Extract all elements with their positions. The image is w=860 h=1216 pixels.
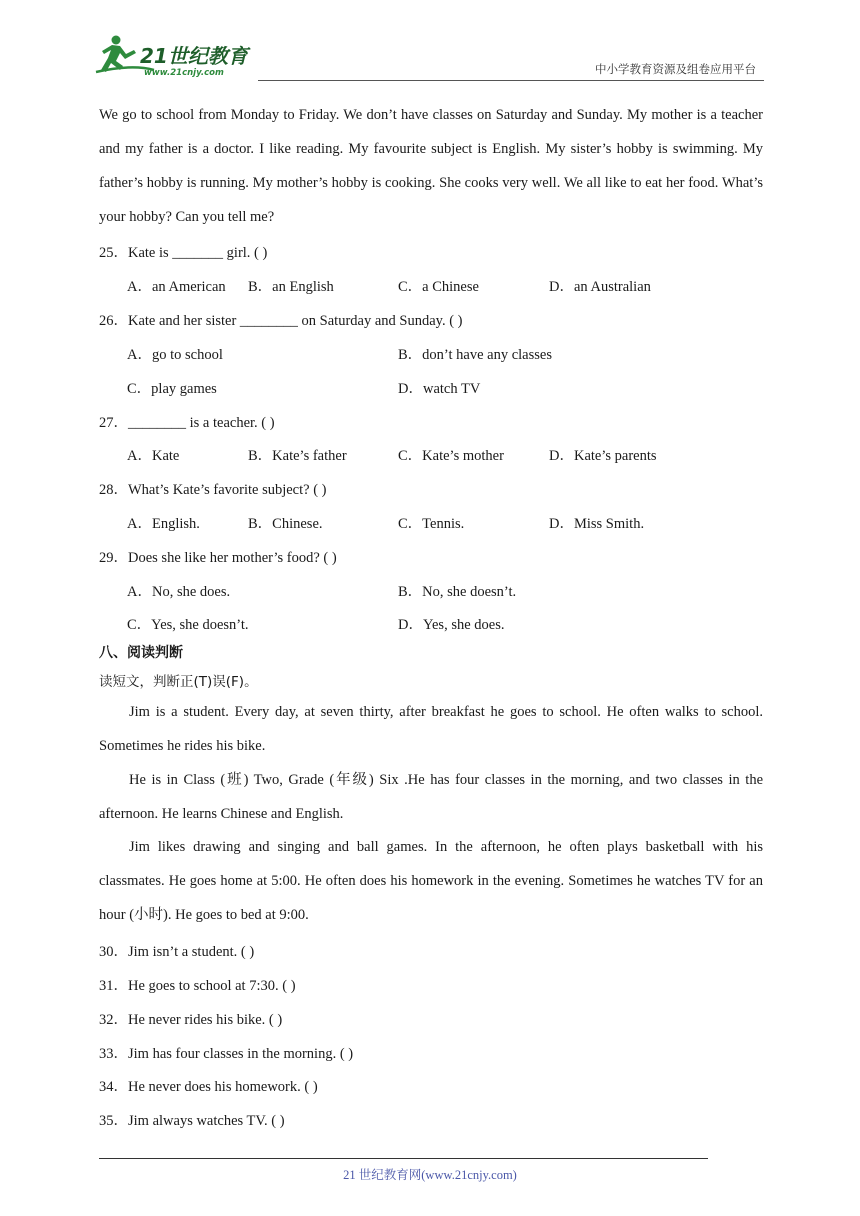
q26-option-d: D．watch TV <box>398 381 481 397</box>
q27-option-d: D．Kate’s parents <box>549 448 657 464</box>
question-26-stem: 26．Kate and her sister ________ on Saturday and Sunday. ( ) <box>99 313 463 329</box>
question-27-stem: 27．________ is a teacher. ( ) <box>99 415 275 431</box>
q28-option-c: C．Tennis. <box>398 516 465 532</box>
judgment-33: 33．Jim has four classes in the morning. ( ) <box>99 1046 354 1062</box>
q27-option-b: B．Kate’s father <box>248 448 347 464</box>
q25-option-c: C．a Chinese <box>398 279 479 295</box>
site-logo <box>92 34 262 78</box>
logo-text: 21世纪教育 <box>140 44 248 68</box>
judgment-30: 30．Jim isn’t a student. ( ) <box>99 944 255 960</box>
passage-2-paragraph-2: He is in Class (班) Two, Grade (年级) Six .He has four classes in the morning, and two classes in the afternoon. He learns Chinese and English. <box>99 772 763 822</box>
q26-option-c: C．play games <box>127 381 217 397</box>
passage-1: We go to school from Monday to Friday. We don’t have classes on Saturday and Sunday. My mother is a teacher and my father is a doctor. I like reading. My favourite subject is English. My sister’s hobby is swimming. My father’s hobby is running. My mother’s hobby is cooking. She cooks very well. We all like to eat her food. What’s your hobby? Can you tell me? <box>99 107 763 225</box>
section-8-instruction: 读短文，判断正(T)误(F)。 <box>99 674 258 690</box>
judgment-31: 31．He goes to school at 7:30. ( ) <box>99 978 296 994</box>
judgment-35: 35．Jim always watches TV. ( ) <box>99 1113 285 1129</box>
question-25-stem: 25．Kate is _______ girl. ( ) <box>99 245 268 261</box>
logo-url: www.21cnjy.com <box>144 68 224 78</box>
judgment-34: 34．He never does his homework. ( ) <box>99 1079 318 1095</box>
passage-2-paragraph-1: Jim is a student. Every day, at seven thirty, after breakfast he goes to school. He often walks to school. Sometimes he rides his bike. <box>99 704 763 754</box>
q26-option-b: B．don’t have any classes <box>398 347 552 363</box>
q29-option-c: C．Yes, she doesn’t. <box>127 617 249 633</box>
footer-divider <box>99 1158 708 1159</box>
section-8-title: 八、阅读判断 <box>99 645 183 661</box>
q29-option-b: B．No, she doesn’t. <box>398 584 517 600</box>
q27-option-a: A．Kate <box>127 448 180 464</box>
q25-option-b: B．an English <box>248 279 334 295</box>
question-28-stem: 28．What’s Kate’s favorite subject? ( ) <box>99 482 327 498</box>
judgment-32: 32．He never rides his bike. ( ) <box>99 1012 283 1028</box>
passage-2-paragraph-3: Jim likes drawing and singing and ball games. In the afternoon, he often plays basketball with his classmates. He goes home at 5:00. He often does his homework in the evening. Sometimes he watches TV for an hour (小时). He goes to bed at 9:00. <box>99 839 763 923</box>
page-header <box>0 0 860 90</box>
header-divider <box>258 80 764 81</box>
q28-option-a: A．English. <box>127 516 200 532</box>
runner-logo-icon <box>92 34 262 78</box>
q28-option-b: B．Chinese. <box>248 516 323 532</box>
q29-option-a: A．No, she does. <box>127 584 231 600</box>
q25-option-a: A．an American <box>127 279 226 295</box>
q28-option-d: D．Miss Smith. <box>549 516 645 532</box>
header-tagline: 中小学教育资源及组卷应用平台 <box>595 62 756 76</box>
q27-option-c: C．Kate’s mother <box>398 448 504 464</box>
footer-text: 21 世纪教育网(www.21cnjy.com) <box>343 1168 517 1182</box>
question-29-stem: 29．Does she like her mother’s food? ( ) <box>99 550 337 566</box>
q29-option-d: D．Yes, she does. <box>398 617 505 633</box>
q26-option-a: A．go to school <box>127 347 223 363</box>
q25-option-d: D．an Australian <box>549 279 651 295</box>
